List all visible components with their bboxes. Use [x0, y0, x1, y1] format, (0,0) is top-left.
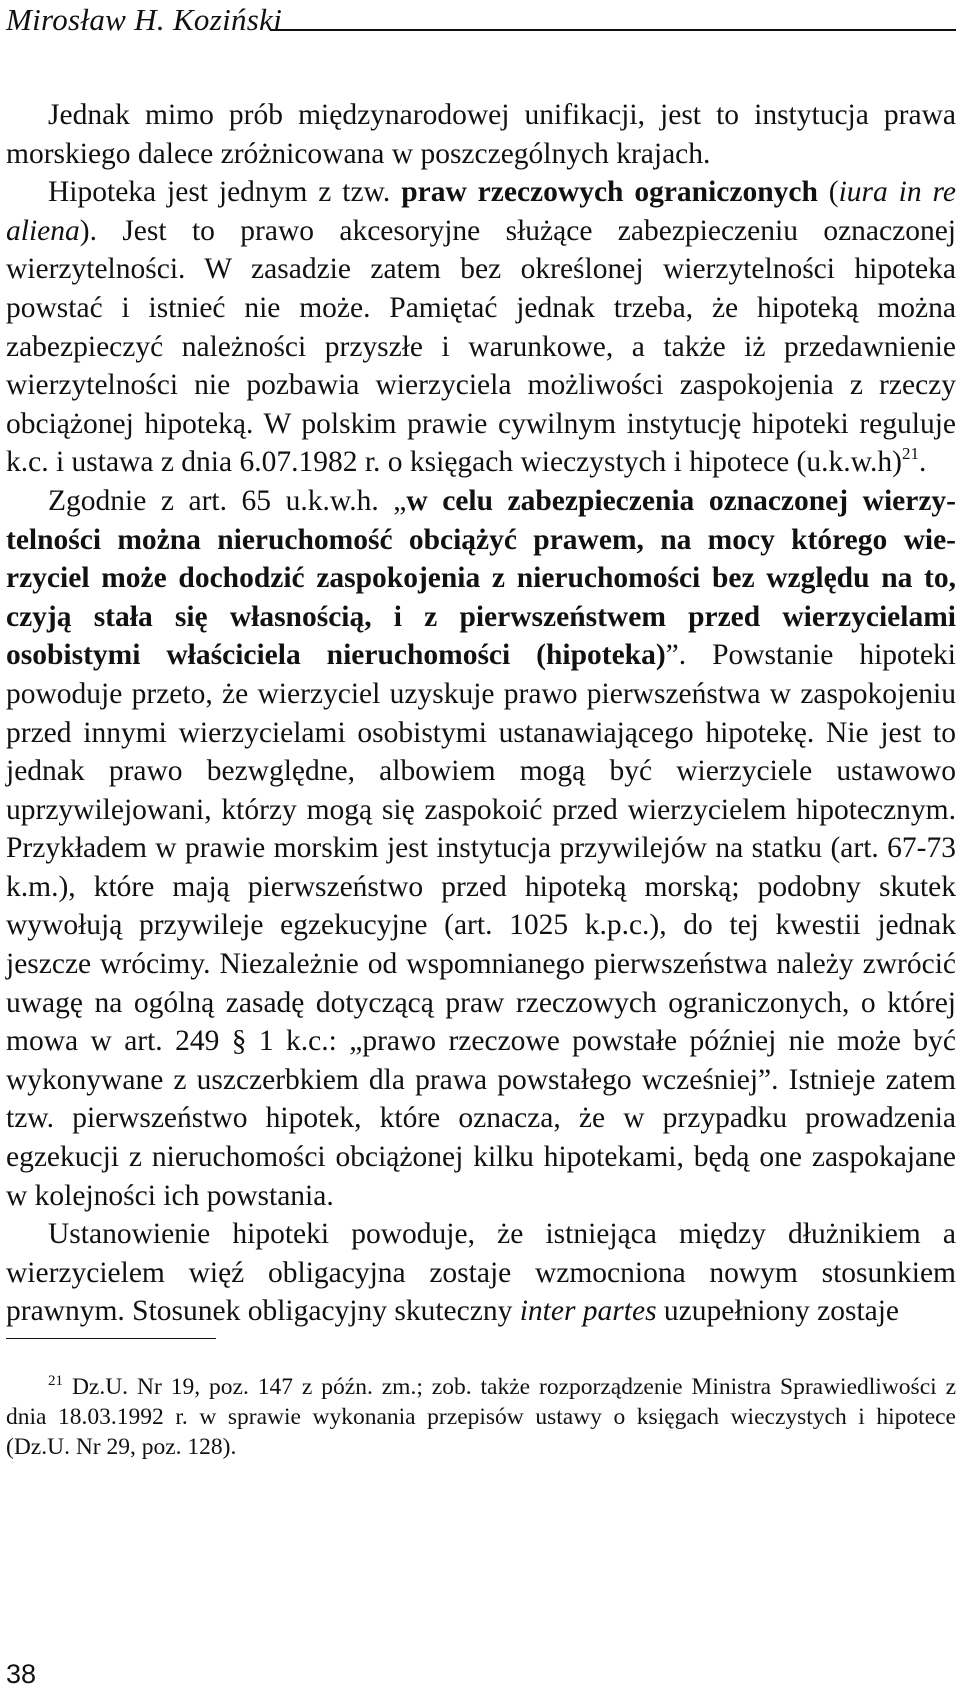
p2-text-f: .	[918, 446, 927, 479]
footnote-number: 21	[48, 1373, 63, 1389]
p2-latin-term: iura in re aliena	[6, 176, 957, 247]
p4-text-c: uzupełniony zostaje	[656, 1295, 900, 1328]
p4-text-a: Ustanowienie hipoteki powoduje, że istniejąca między dłużnikiem a wierzycielem więź obligacyjna zostaje wzmocniona nowym stosunkiem prawnym. Stosunek obligacyjny skuteczny	[6, 1218, 956, 1328]
p3-text-c: ”. Powstanie hipoteki powoduje przeto, że wierzyciel uzyskuje prawo pierwszeństwa w zaspokojeniu przed innymi wierzycielami osobistymi ustanawiającego hipotekę. Nie jest to jednak prawo bezwględne, albowiem mogą być wierzyciele ustawowo uprzywilejowani, którzy mogą się zaspokoić przed wierzycielem hipotecznym. Przykładem w prawie morskim jest instytucja przywilejów na statku (art. 67-73 k.m.), które mają pierwszeństwo przed hipoteką morską; podobny skutek wywołują przywileje egzekucyjne (art. 1025 k.p.c.), do tej kwestii jednak jeszcze wrócimy. Niezależnie od wspomnianego pierwszeństwa należy zwrócić uwagę na ogólną zasadę dotyczącą praw rzeczowych ograniczonych, o której mowa w art. 249 § 1 k.c.: „prawo rzeczowe powstałe później nie może być wykonywane z uszczerbkiem dla prawa powstałego wcześniej”. Istnieje zatem tzw. pierwszeństwo hipotek, które oznacza, że w przypadku prowadzenia egzekucji z nieruchomości obciążonej kilku hipotekami, będą one zaspokajane w kolejności ich powstania.	[6, 639, 956, 1212]
running-head-author: Mirosław H. Koziński	[6, 0, 294, 40]
p2-text-e: ). Jest to prawo akcesoryjne służące zabezpieczeniu oznaczonej wierzytelności. W zasadzie zatem bez określonej wierzytelności hipoteka powstać i istnieć nie może. Pamiętać jednak trzeba, że hipoteką można zabezpieczyć należności przyszłe i warunkowe, a także iż przedawnienie wierzytelności nie pozbawia wierzyciela możliwości zaspokojenia z rzeczy obciążonej hipoteką. W polskim prawie cywilnym instytucję hipoteki reguluje k.c. i ustawa z dnia 6.07.1982 r. o księgach wieczystych i hipotece (u.k.w.h)	[6, 214, 956, 479]
p3-bold-quote: w celu zabezpieczenia oznaczonej wierzytelności można nieruchomość obciążyć prawem, na mocy którego wierzyciel może dochodzić zaspokojenia z nieruchomości bez względu na to, czyją stała się własnością, i z pierwszeństwem przed wierzycielami osobistymi właściciela nieruchomości (hipoteka)	[6, 484, 956, 672]
paragraph-1: Jednak mimo prób międzynarodowej unifikacji, jest to instytucja prawa morskiego dalece zróżnicowana w poszczególnych krajach.	[6, 99, 956, 170]
footnote-text: Dz.U. Nr 19, poz. 147 z późn. zm.; zob. także rozporządzenie Ministra Sprawiedliwości z dnia 18.03.1992 r. w sprawie wykonania przepisów ustawy o księgach wieczystych i hipotece (Dz.U. Nr 29, poz. 128).	[6, 1374, 957, 1460]
p4-latin-term: inter partes	[519, 1295, 657, 1328]
footnote-rule	[6, 1338, 216, 1339]
page-number: 38	[6, 1659, 37, 1689]
p2-text-a: Hipoteka jest jednym z tzw.	[48, 176, 402, 209]
footnote-ref-21[interactable]: 21	[901, 444, 919, 464]
paragraph-2	[6, 173, 956, 482]
p3-text-a: Zgodnie z art. 65 u.k.w.h. „	[48, 484, 407, 517]
paragraph-3	[6, 482, 956, 1215]
body-text	[6, 96, 956, 1331]
footnotes	[6, 1372, 956, 1462]
p2-bold-term: praw rzeczowych ograniczonych	[401, 176, 818, 209]
paragraph-4	[6, 1215, 956, 1331]
p2-text-c: (	[817, 176, 839, 209]
footnote-21	[6, 1372, 956, 1462]
header-rule	[270, 29, 956, 31]
